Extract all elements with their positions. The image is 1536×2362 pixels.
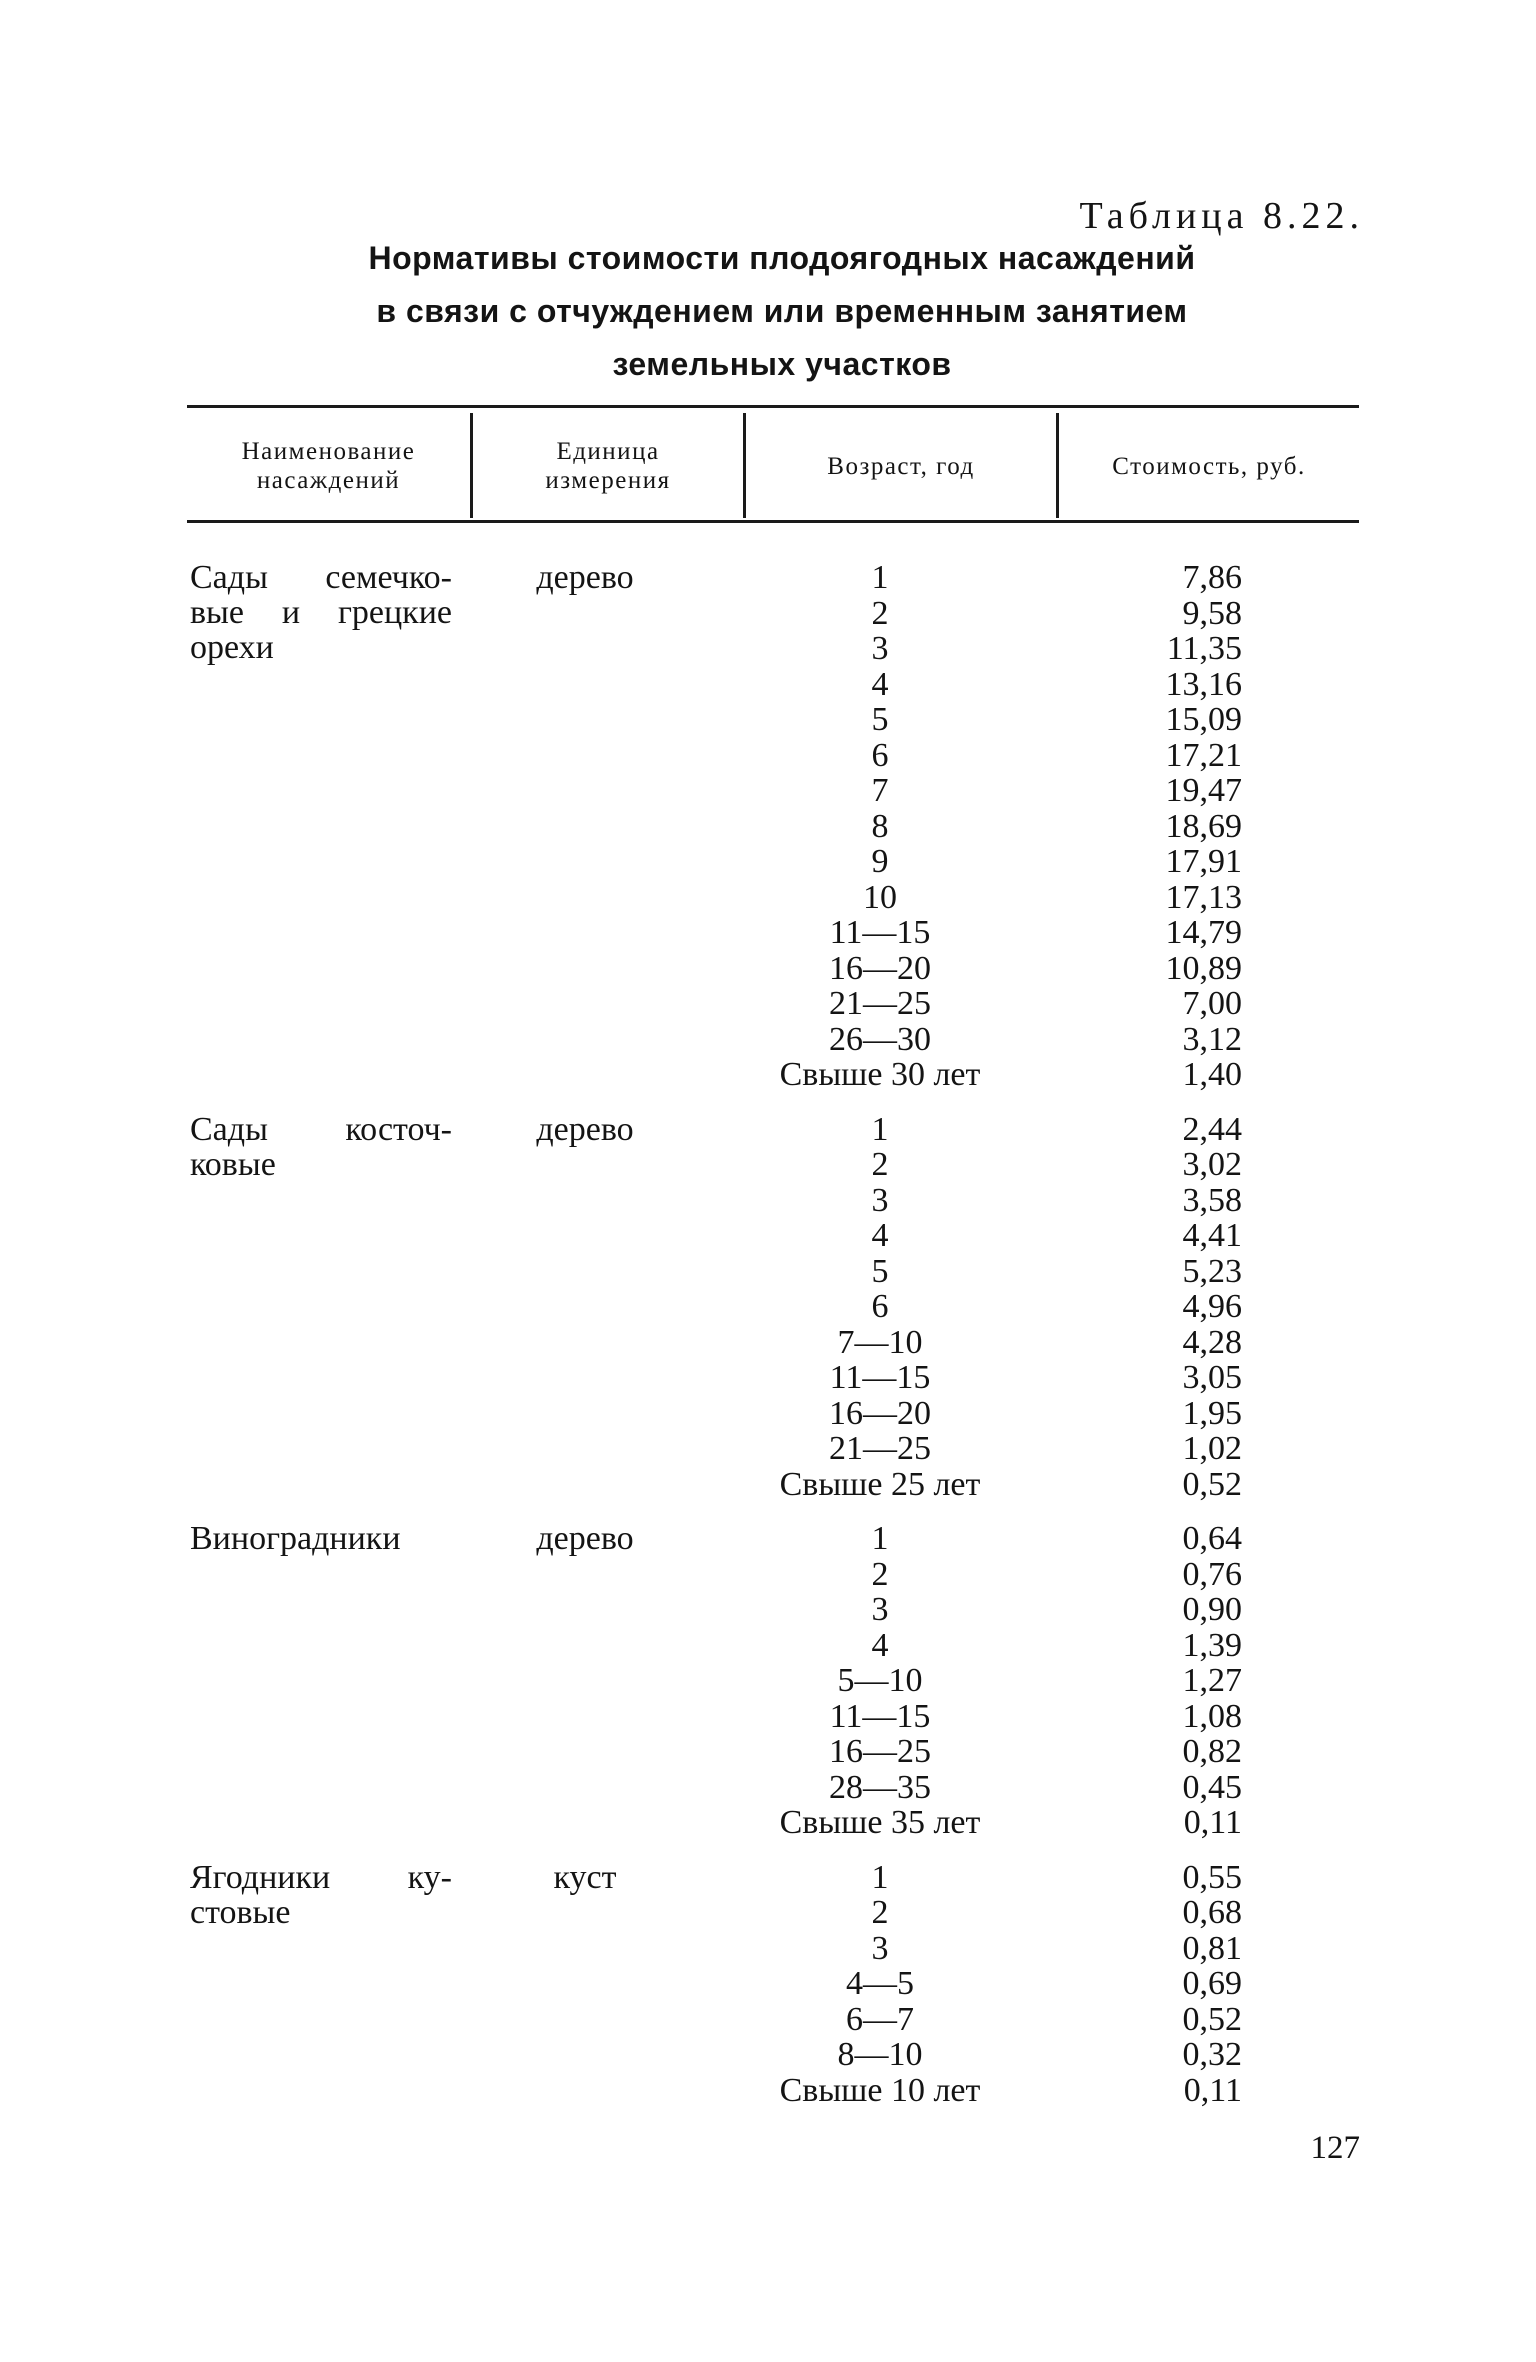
cost-cell: 1,08: [1182, 1697, 1242, 1735]
table-row: [0, 2073, 1536, 2109]
age-cell: 4: [871, 665, 889, 703]
cost-cell: 17,21: [1165, 736, 1242, 774]
table-label: Таблица 8.22.: [1079, 195, 1364, 237]
table-row: [0, 667, 1536, 703]
cost-cell: 0,45: [1182, 1768, 1242, 1806]
table-row: [0, 1805, 1536, 1841]
table-row: [0, 773, 1536, 809]
table-row: [0, 1467, 1536, 1503]
age-cell: 2: [871, 594, 889, 632]
planting-name: Виноградники: [190, 1520, 401, 1557]
age-cell: 1: [871, 1858, 889, 1896]
table-row: [0, 809, 1536, 845]
table-row: [0, 1289, 1536, 1325]
cost-cell: 0,55: [1182, 1858, 1242, 1896]
unit-of-measure: дерево: [536, 1110, 634, 1148]
cost-cell: 3,05: [1182, 1359, 1242, 1396]
table-row: [0, 1360, 1536, 1396]
table-row: [0, 1431, 1536, 1467]
age-cell: Свыше 35 лет: [779, 1804, 981, 1841]
cost-cell: 0,76: [1182, 1555, 1242, 1593]
cost-cell: 0,81: [1182, 1929, 1242, 1967]
table-row: [0, 1521, 1536, 1557]
table-row: [0, 1022, 1536, 1058]
age-cell: 28—35: [829, 1768, 931, 1806]
table-row: [0, 1218, 1536, 1254]
cost-cell: 1,95: [1182, 1394, 1242, 1432]
table-row: [0, 1860, 1536, 1896]
age-cell: 1: [871, 1110, 889, 1148]
header-bottom-rule: [187, 520, 1359, 523]
table-row: [0, 560, 1536, 596]
age-cell: Свыше 25 лет: [779, 1465, 981, 1503]
unit-of-measure: дерево: [536, 1520, 634, 1557]
cost-cell: 4,41: [1182, 1217, 1242, 1254]
table-row: [0, 2002, 1536, 2038]
table-row: [0, 1057, 1536, 1093]
table-row: [0, 844, 1536, 880]
header-name: Наименование насаждений: [241, 438, 416, 494]
age-cell: 8—10: [837, 2036, 923, 2073]
table-group: [0, 1112, 1536, 1503]
cost-cell: 0,90: [1182, 1591, 1242, 1628]
page-number: 127: [1310, 2130, 1360, 2166]
age-cell: 4: [871, 1217, 889, 1254]
planting-name: Сады семечко-вые и грецкие орехи: [190, 559, 452, 666]
age-cell: 3: [871, 1591, 889, 1628]
age-cell: 4: [871, 1626, 889, 1664]
cost-cell: 0,69: [1182, 1965, 1242, 2002]
age-cell: 6: [871, 736, 889, 774]
cost-cell: 4,96: [1182, 1288, 1242, 1325]
cost-cell: 19,47: [1165, 772, 1242, 809]
table-row: [0, 1734, 1536, 1770]
table-row: [0, 702, 1536, 738]
title-line: в связи с отчуждением или временным занятием: [376, 293, 1188, 329]
age-cell: 3: [871, 1181, 889, 1219]
age-cell: 8: [871, 807, 889, 845]
unit-of-measure: куст: [553, 1858, 617, 1896]
cost-cell: 0,64: [1182, 1520, 1242, 1557]
cost-cell: 0,68: [1182, 1894, 1242, 1931]
cost-cell: 15,09: [1165, 701, 1242, 738]
planting-name: Сады косточ-ковые: [190, 1110, 452, 1183]
table-row: [0, 915, 1536, 951]
table-body: [0, 560, 1536, 2127]
age-cell: 21—25: [829, 985, 931, 1022]
table-row: [0, 1396, 1536, 1432]
age-cell: 3: [871, 1929, 889, 1967]
age-cell: 7—10: [837, 1323, 923, 1361]
header-cost: Стоимость, руб.: [1112, 452, 1306, 480]
cost-cell: 1,40: [1182, 1056, 1242, 1093]
age-cell: Свыше 30 лет: [779, 1056, 981, 1093]
age-cell: 5: [871, 1252, 889, 1290]
table-row: [0, 1325, 1536, 1361]
cost-cell: 3,02: [1182, 1146, 1242, 1183]
cost-cell: 1,39: [1182, 1626, 1242, 1664]
age-cell: 5: [871, 701, 889, 738]
cost-cell: 1,02: [1182, 1430, 1242, 1467]
age-cell: 11—15: [829, 1697, 931, 1735]
cost-cell: 0,52: [1182, 2000, 1242, 2038]
title-line: Нормативы стоимости плодоягодных насаждений: [368, 240, 1196, 276]
title-line: земельных участков: [612, 346, 952, 382]
cost-cell: 3,12: [1182, 1020, 1242, 1058]
age-cell: 1: [871, 559, 889, 596]
table-row: [0, 1254, 1536, 1290]
table-row: [0, 1699, 1536, 1735]
cost-cell: 13,16: [1165, 665, 1242, 703]
table-row: [0, 1557, 1536, 1593]
age-cell: 9: [871, 843, 889, 880]
cost-cell: 7,00: [1182, 985, 1242, 1022]
cost-cell: 4,28: [1182, 1323, 1242, 1361]
cost-cell: 0,11: [1183, 2071, 1242, 2109]
cost-cell: 0,82: [1182, 1733, 1242, 1770]
table-row: [0, 1770, 1536, 1806]
table-row: [0, 738, 1536, 774]
age-cell: 2: [871, 1555, 889, 1593]
cost-cell: 7,86: [1182, 559, 1242, 596]
age-cell: 6: [871, 1288, 889, 1325]
cost-cell: 18,69: [1165, 807, 1242, 845]
age-cell: 6—7: [846, 2000, 914, 2038]
table-row: [0, 1966, 1536, 2002]
table-row: [0, 1183, 1536, 1219]
age-cell: 2: [871, 1894, 889, 1931]
header-age: Возраст, год: [827, 452, 975, 480]
header-top-rule: [187, 405, 1359, 408]
age-cell: 21—25: [829, 1430, 931, 1467]
header-unit: Единица измерения: [545, 438, 671, 494]
age-cell: 11—15: [829, 1359, 931, 1396]
table-row: [0, 986, 1536, 1022]
age-cell: 4—5: [846, 1965, 914, 2002]
age-cell: 16—20: [829, 949, 931, 987]
age-cell: 11—15: [829, 914, 931, 951]
table-row: [0, 1895, 1536, 1931]
age-cell: 26—30: [829, 1020, 931, 1058]
cost-cell: 1,27: [1182, 1662, 1242, 1699]
table-row: [0, 631, 1536, 667]
cost-cell: 17,91: [1165, 843, 1242, 880]
cost-cell: 5,23: [1182, 1252, 1242, 1290]
age-cell: 3: [871, 630, 889, 667]
age-cell: 16—25: [829, 1733, 931, 1770]
table-row: [0, 1628, 1536, 1664]
table-row: [0, 596, 1536, 632]
unit-of-measure: дерево: [536, 559, 634, 596]
table-row: [0, 951, 1536, 987]
table-group: [0, 1860, 1536, 2109]
age-cell: 1: [871, 1520, 889, 1557]
table-row: [0, 1931, 1536, 1967]
cost-cell: 0,11: [1183, 1804, 1242, 1841]
table-row: [0, 1663, 1536, 1699]
age-cell: 2: [871, 1146, 889, 1183]
cost-cell: 17,13: [1165, 878, 1242, 916]
table-row: [0, 2037, 1536, 2073]
table-row: [0, 1147, 1536, 1183]
table-row: [0, 1592, 1536, 1628]
cost-cell: 9,58: [1182, 594, 1242, 632]
age-cell: Свыше 10 лет: [779, 2071, 981, 2109]
age-cell: 5—10: [837, 1662, 923, 1699]
age-cell: 10: [863, 878, 897, 916]
table-title: [187, 232, 1377, 391]
cost-cell: 3,58: [1182, 1181, 1242, 1219]
table-row: [0, 880, 1536, 916]
planting-name: Ягодники ку-стовые: [190, 1858, 452, 1931]
cost-cell: 11,35: [1166, 630, 1242, 667]
cost-cell: 0,52: [1182, 1465, 1242, 1503]
age-cell: 16—20: [829, 1394, 931, 1432]
cost-cell: 10,89: [1165, 949, 1242, 987]
table-row: [0, 1112, 1536, 1148]
table-group: [0, 560, 1536, 1093]
table-group: [0, 1521, 1536, 1841]
cost-cell: 14,79: [1165, 914, 1242, 951]
cost-cell: 2,44: [1182, 1110, 1242, 1148]
cost-cell: 0,32: [1182, 2036, 1242, 2073]
age-cell: 7: [871, 772, 889, 809]
